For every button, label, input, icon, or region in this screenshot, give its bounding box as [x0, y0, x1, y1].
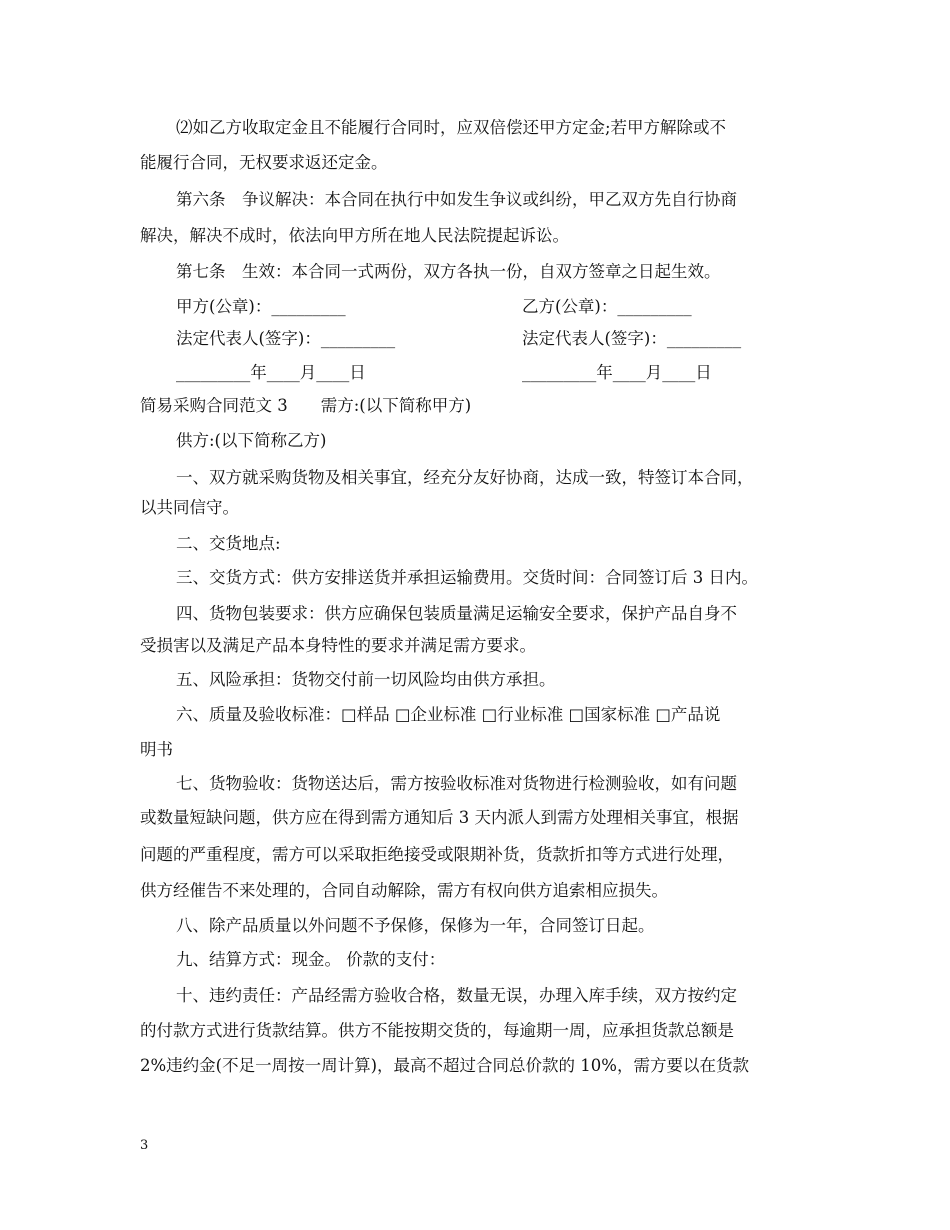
party-b-date-field: _________年____月____日	[522, 363, 712, 382]
paragraph-line: 2%违约金(不足一周按一周计算)，最高不超过合同总价款的 10%，需方要以在货款	[140, 1056, 749, 1075]
paragraph-line: 解决，解决不成时，依法向甲方所在地人民法院提起诉讼。	[140, 226, 569, 245]
paragraph-line: 三、交货方式：供方安排送货并承担运输费用。交货时间：合同签订后 3 日内。	[176, 568, 758, 587]
quality-standard-options: 六、质量及验收标准：□样品 □企业标准 □行业标准 □国家标准 □产品说	[176, 705, 721, 724]
paragraph-line: 以共同信守。	[140, 498, 239, 517]
paragraph-line: 供方经催告不来处理的，合同自动解除，需方有权向供方追索相应损失。	[140, 881, 668, 900]
paragraph-line: 的付款方式进行货款结算。供方不能按期交货的，每逾期一周，应承担货款总额是	[140, 1021, 734, 1040]
paragraph-line: 受损害以及满足产品本身特性的要求并满足需方要求。	[140, 636, 536, 655]
party-b-seal-field: 乙方(公章)：_________	[522, 297, 692, 316]
paragraph-line: 八、除产品质量以外问题不予保修，保修为一年，合同签订日起。	[176, 916, 655, 935]
paragraph-line: 五、风险承担：货物交付前一切风险均由供方承担。	[176, 670, 556, 689]
paragraph-line: 或数量短缺问题，供方应在得到需方通知后 3 天内派人到需方处理相关事宜，根据	[140, 808, 739, 827]
party-a-representative-field: 法定代表人(签字)：_________	[176, 329, 396, 348]
page-number: 3	[140, 1138, 149, 1153]
paragraph-line: 七、货物验收：货物送达后，需方按验收标准对货物进行检测验收，如有问题	[176, 774, 737, 793]
paragraph-line: 十、违约责任：产品经需方验收合格，数量无误，办理入库手续，双方按约定	[176, 986, 737, 1005]
contract-heading: 简易采购合同范文 3 需方:(以下简称甲方)	[140, 396, 472, 415]
paragraph-line: 二、交货地点:	[176, 534, 281, 553]
paragraph-line: 第六条 争议解决：本合同在执行中如发生争议或纠纷，甲乙双方先自行协商	[176, 190, 737, 209]
paragraph-line: ⑵如乙方收取定金且不能履行合同时，应双倍偿还甲方定金;若甲方解除或不	[176, 118, 727, 137]
paragraph-line: 第七条 生效：本合同一式两份，双方各执一份，自双方签章之日起生效。	[176, 262, 721, 281]
party-a-date-field: _________年____月____日	[176, 363, 366, 382]
paragraph-line: 一、双方就采购货物及相关事宜，经充分友好协商，达成一致，特签订本合同，	[176, 468, 754, 487]
paragraph-line: 问题的严重程度，需方可以采取拒绝接受或限期补货，货款折扣等方式进行处理，	[140, 845, 734, 864]
paragraph-line: 四、货物包装要求：供方应确保包装质量满足运输安全要求，保护产品自身不	[176, 604, 737, 623]
paragraph-line: 九、结算方式：现金。 价款的支付：	[176, 950, 446, 969]
paragraph-line: 供方:(以下简称乙方)	[176, 431, 327, 450]
party-b-representative-field: 法定代表人(签字)：_________	[522, 329, 742, 348]
paragraph-line: 明书	[140, 740, 173, 759]
party-a-seal-field: 甲方(公章)：_________	[176, 297, 346, 316]
paragraph-line: 能履行合同，无权要求返还定金。	[140, 153, 388, 172]
